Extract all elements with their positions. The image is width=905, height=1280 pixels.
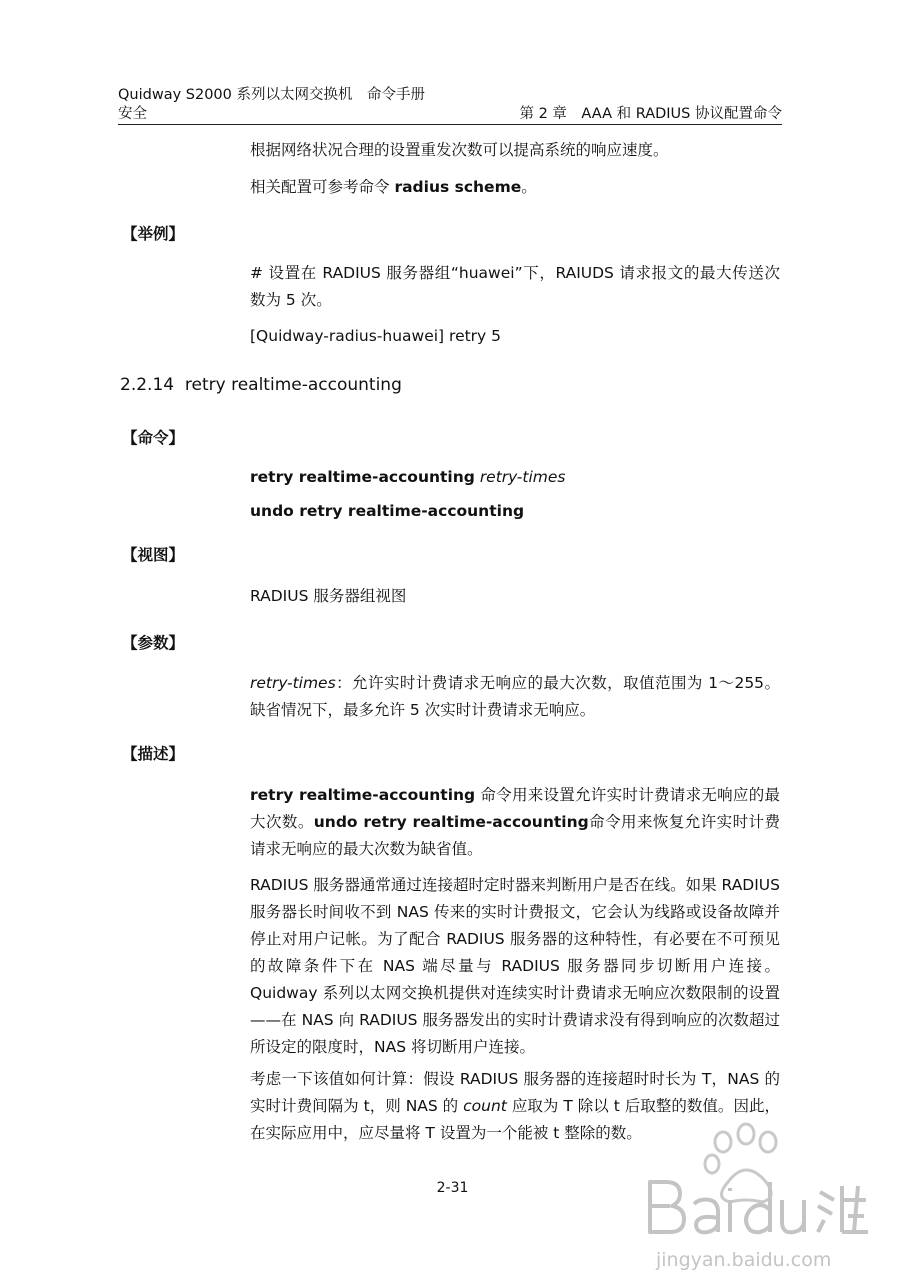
header-title: Quidway S2000 系列以太网交换机 命令手册 bbox=[118, 87, 425, 103]
section-heading bbox=[120, 374, 402, 396]
command-tag: 【命令】 bbox=[122, 429, 185, 447]
desc-paragraph-1 bbox=[250, 782, 780, 863]
example-comment: # 设置在 RADIUS 服务器组“huawei”下，RAIUDS 请求报文的最大传送次数为 5 次。 bbox=[250, 264, 780, 309]
params-paragraph bbox=[250, 670, 780, 724]
example-command: [Quidway-radius-huawei] retry 5 bbox=[250, 327, 502, 345]
desc-tag: 【描述】 bbox=[122, 745, 185, 763]
command-name: retry realtime-accounting bbox=[250, 468, 475, 486]
watermark-wordmark bbox=[650, 1182, 868, 1232]
intro-command: radius scheme bbox=[394, 178, 522, 196]
desc-count-term: count bbox=[463, 1097, 507, 1115]
page-number: 2-31 bbox=[436, 1180, 469, 1196]
desc-command-1: retry realtime-accounting bbox=[250, 786, 476, 804]
intro-paragraph-2 bbox=[250, 174, 780, 201]
desc-text-3-pre: 考虑一下该值如何计算：假设 RADIUS 服务器的连接超时时长为 T，NAS 的实时计费间隔为 t，则 NAS 的 bbox=[250, 1070, 780, 1115]
command-argument: retry-times bbox=[479, 468, 566, 486]
desc-command-2: undo retry realtime-accounting bbox=[313, 813, 589, 831]
param-name: retry-times bbox=[250, 674, 336, 692]
undo-command-syntax: undo retry realtime-accounting bbox=[250, 502, 525, 520]
desc-text-1: 命令用来设置允许实时计费请求无响应的最大次数。 bbox=[250, 786, 780, 831]
desc-text-2: 命令用来恢复允许实时计费请求无响应的最大次数为缺省值。 bbox=[250, 813, 780, 858]
param-description: ：允许实时计费请求无响应的最大次数，取值范围为 1～255。缺省情况下，最多允许 5 次实时计费请求无响应。 bbox=[250, 674, 780, 719]
paw-icon bbox=[705, 1124, 776, 1202]
example-tag: 【举例】 bbox=[122, 225, 185, 243]
baidu-watermark-logo bbox=[628, 1120, 898, 1280]
desc-text-3-post: 应取为 T 除以 t 后取整的数值。因此，在实际应用中，应尽量将 T 设置为一个能被 t 整除的数。 bbox=[250, 1097, 780, 1142]
view-text: RADIUS 服务器组视图 bbox=[250, 587, 407, 605]
header-subtitle: 安全 bbox=[118, 106, 147, 122]
intro-paragraph-1: 根据网络状况合理的设置重发次数可以提高系统的响应速度。 bbox=[250, 141, 669, 159]
section-title: retry realtime-accounting bbox=[184, 375, 402, 395]
intro-text-pre: 相关配置可参考命令 bbox=[250, 178, 395, 196]
header-divider bbox=[118, 124, 782, 125]
watermark-url: jingyan.baidu.com bbox=[656, 1249, 832, 1271]
section-number: 2.2.14 bbox=[120, 375, 175, 395]
command-syntax bbox=[250, 464, 780, 491]
desc-paragraph-2: RADIUS 服务器通常通过连接超时定时器来判断用户是否在线。如果 RADIUS 服务器长时间收不到 NAS 传来的实时计费报文，它会认为线路或设备故障并停止对用户记帐。为了配合 RADIUS 服务器的这种特性，有必要在不可预见的故障条件下在 NAS 端尽量与 RADIUS 服务器同步切断用户连接。Quidway 系列以太网交换机提供对连续实时计费请求无响应次数限制的设置——在 NAS 向 RADIUS 服务器发出的实时计费请求没有得到响应的次数超过所设定的限度时，NAS 将切断用户连接。 bbox=[250, 876, 780, 1056]
params-tag: 【参数】 bbox=[122, 634, 185, 652]
header-chapter: 第 2 章 AAA 和 RADIUS 协议配置命令 bbox=[519, 106, 782, 122]
intro-text-post: 。 bbox=[521, 178, 537, 196]
view-tag: 【视图】 bbox=[122, 546, 185, 564]
